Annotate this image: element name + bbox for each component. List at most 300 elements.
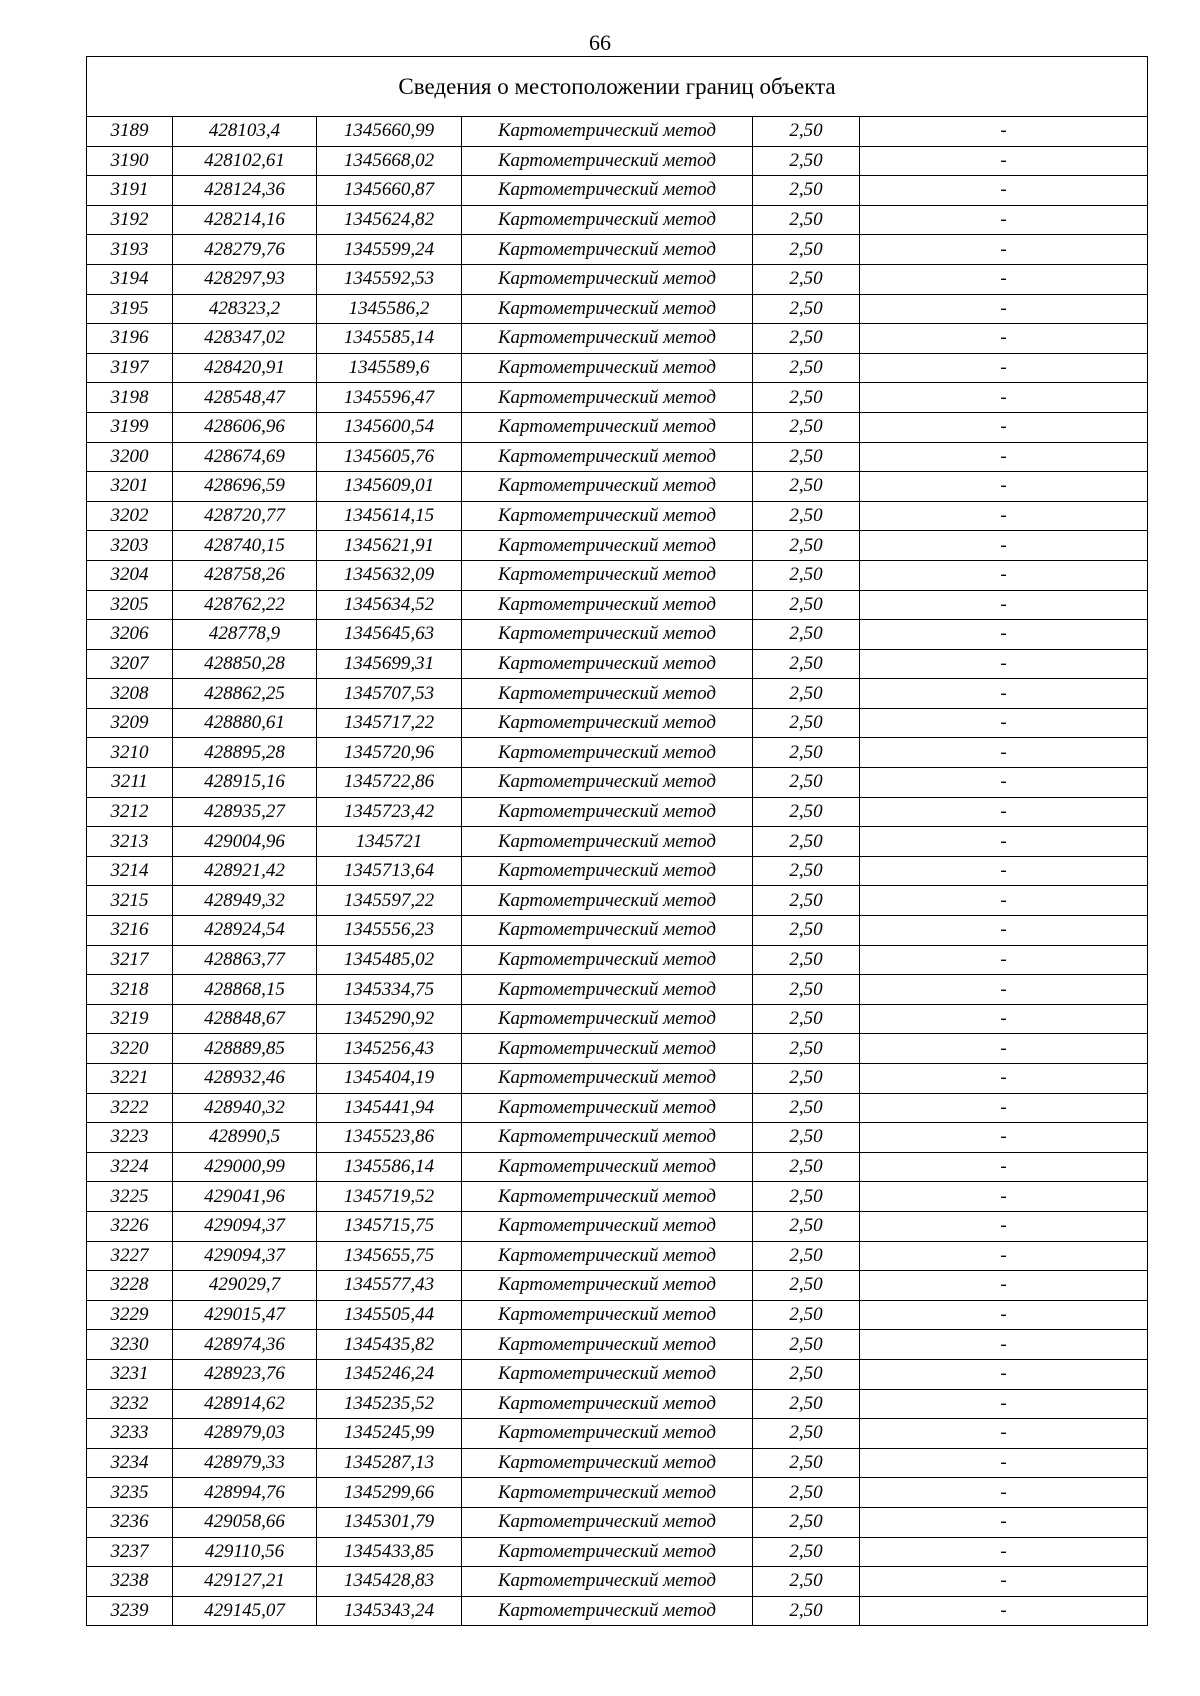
x-coordinate-cell: 428994,76 — [173, 1478, 317, 1508]
method-cell: Картометрический метод — [462, 1419, 753, 1449]
method-cell: Картометрический метод — [462, 620, 753, 650]
accuracy-cell: 2,50 — [753, 975, 860, 1005]
method-cell: Картометрический метод — [462, 146, 753, 176]
y-coordinate-cell: 1345585,14 — [317, 324, 462, 354]
accuracy-cell: 2,50 — [753, 176, 860, 206]
accuracy-cell: 2,50 — [753, 1152, 860, 1182]
accuracy-cell: 2,50 — [753, 590, 860, 620]
accuracy-cell: 2,50 — [753, 916, 860, 946]
x-coordinate-cell: 428674,69 — [173, 442, 317, 472]
y-coordinate-cell: 1345707,53 — [317, 679, 462, 709]
accuracy-cell: 2,50 — [753, 1359, 860, 1389]
x-coordinate-cell: 428347,02 — [173, 324, 317, 354]
y-coordinate-cell: 1345592,53 — [317, 264, 462, 294]
x-coordinate-cell: 428850,28 — [173, 649, 317, 679]
table-row — [87, 501, 1148, 531]
y-coordinate-cell: 1345299,66 — [317, 1478, 462, 1508]
point-number-cell: 3189 — [87, 117, 173, 147]
point-number-cell: 3196 — [87, 324, 173, 354]
accuracy-cell: 2,50 — [753, 442, 860, 472]
y-coordinate-cell: 1345334,75 — [317, 975, 462, 1005]
method-cell: Картометрический метод — [462, 856, 753, 886]
table-row — [87, 1152, 1148, 1182]
y-coordinate-cell: 1345428,83 — [317, 1567, 462, 1597]
point-number-cell: 3198 — [87, 383, 173, 413]
description-cell: - — [860, 708, 1148, 738]
x-coordinate-cell: 429110,56 — [173, 1537, 317, 1567]
method-cell: Картометрический метод — [462, 205, 753, 235]
description-cell: - — [860, 264, 1148, 294]
accuracy-cell: 2,50 — [753, 1271, 860, 1301]
y-coordinate-cell: 1345609,01 — [317, 472, 462, 502]
y-coordinate-cell: 1345256,43 — [317, 1034, 462, 1064]
table-row — [87, 768, 1148, 798]
description-cell: - — [860, 1300, 1148, 1330]
point-number-cell: 3200 — [87, 442, 173, 472]
x-coordinate-cell: 428297,93 — [173, 264, 317, 294]
point-number-cell: 3218 — [87, 975, 173, 1005]
description-cell: - — [860, 324, 1148, 354]
y-coordinate-cell: 1345505,44 — [317, 1300, 462, 1330]
y-coordinate-cell: 1345624,82 — [317, 205, 462, 235]
table-row — [87, 1330, 1148, 1360]
method-cell: Картометрический метод — [462, 235, 753, 265]
description-cell: - — [860, 1241, 1148, 1271]
point-number-cell: 3239 — [87, 1596, 173, 1626]
point-number-cell: 3194 — [87, 264, 173, 294]
method-cell: Картометрический метод — [462, 1004, 753, 1034]
y-coordinate-cell: 1345597,22 — [317, 886, 462, 916]
x-coordinate-cell: 428868,15 — [173, 975, 317, 1005]
y-coordinate-cell: 1345433,85 — [317, 1537, 462, 1567]
y-coordinate-cell: 1345596,47 — [317, 383, 462, 413]
description-cell: - — [860, 383, 1148, 413]
point-number-cell: 3234 — [87, 1448, 173, 1478]
x-coordinate-cell: 429094,37 — [173, 1241, 317, 1271]
method-cell: Картометрический метод — [462, 916, 753, 946]
table-row — [87, 294, 1148, 324]
accuracy-cell: 2,50 — [753, 1596, 860, 1626]
x-coordinate-cell: 428720,77 — [173, 501, 317, 531]
table-row — [87, 205, 1148, 235]
method-cell: Картометрический метод — [462, 1330, 753, 1360]
method-cell: Картометрический метод — [462, 412, 753, 442]
method-cell: Картометрический метод — [462, 472, 753, 502]
accuracy-cell: 2,50 — [753, 945, 860, 975]
table-row — [87, 353, 1148, 383]
description-cell: - — [860, 1271, 1148, 1301]
table-row — [87, 1419, 1148, 1449]
description-cell: - — [860, 353, 1148, 383]
table-row — [87, 1507, 1148, 1537]
method-cell: Картометрический метод — [462, 590, 753, 620]
description-cell: - — [860, 294, 1148, 324]
description-cell: - — [860, 1182, 1148, 1212]
y-coordinate-cell: 1345660,99 — [317, 117, 462, 147]
y-coordinate-cell: 1345599,24 — [317, 235, 462, 265]
table-row — [87, 1064, 1148, 1094]
y-coordinate-cell: 1345660,87 — [317, 176, 462, 206]
point-number-cell: 3217 — [87, 945, 173, 975]
description-cell: - — [860, 442, 1148, 472]
table-body — [87, 117, 1148, 1626]
y-coordinate-cell: 1345699,31 — [317, 649, 462, 679]
table-row — [87, 1567, 1148, 1597]
point-number-cell: 3232 — [87, 1389, 173, 1419]
accuracy-cell: 2,50 — [753, 235, 860, 265]
table-row — [87, 117, 1148, 147]
point-number-cell: 3231 — [87, 1359, 173, 1389]
accuracy-cell: 2,50 — [753, 738, 860, 768]
x-coordinate-cell: 428848,67 — [173, 1004, 317, 1034]
table-row — [87, 442, 1148, 472]
description-cell: - — [860, 1004, 1148, 1034]
point-number-cell: 3235 — [87, 1478, 173, 1508]
table-row — [87, 1300, 1148, 1330]
accuracy-cell: 2,50 — [753, 472, 860, 502]
table-row — [87, 1241, 1148, 1271]
description-cell: - — [860, 1389, 1148, 1419]
point-number-cell: 3191 — [87, 176, 173, 206]
x-coordinate-cell: 428862,25 — [173, 679, 317, 709]
method-cell: Картометрический метод — [462, 797, 753, 827]
method-cell: Картометрический метод — [462, 1596, 753, 1626]
point-number-cell: 3201 — [87, 472, 173, 502]
method-cell: Картометрический метод — [462, 1359, 753, 1389]
x-coordinate-cell: 429029,7 — [173, 1271, 317, 1301]
point-number-cell: 3215 — [87, 886, 173, 916]
table-row — [87, 146, 1148, 176]
method-cell: Картометрический метод — [462, 1064, 753, 1094]
x-coordinate-cell: 428889,85 — [173, 1034, 317, 1064]
point-number-cell: 3190 — [87, 146, 173, 176]
x-coordinate-cell: 428921,42 — [173, 856, 317, 886]
table-row — [87, 916, 1148, 946]
x-coordinate-cell: 429004,96 — [173, 827, 317, 857]
method-cell: Картометрический метод — [462, 1093, 753, 1123]
accuracy-cell: 2,50 — [753, 1034, 860, 1064]
method-cell: Картометрический метод — [462, 294, 753, 324]
description-cell: - — [860, 1596, 1148, 1626]
y-coordinate-cell: 1345301,79 — [317, 1507, 462, 1537]
accuracy-cell: 2,50 — [753, 531, 860, 561]
table-caption-row — [87, 57, 1148, 117]
accuracy-cell: 2,50 — [753, 501, 860, 531]
table-row — [87, 1537, 1148, 1567]
table-row — [87, 531, 1148, 561]
accuracy-cell: 2,50 — [753, 1448, 860, 1478]
x-coordinate-cell: 428323,2 — [173, 294, 317, 324]
y-coordinate-cell: 1345441,94 — [317, 1093, 462, 1123]
y-coordinate-cell: 1345634,52 — [317, 590, 462, 620]
table-row — [87, 1034, 1148, 1064]
y-coordinate-cell: 1345621,91 — [317, 531, 462, 561]
y-coordinate-cell: 1345343,24 — [317, 1596, 462, 1626]
x-coordinate-cell: 428740,15 — [173, 531, 317, 561]
description-cell: - — [860, 1359, 1148, 1389]
accuracy-cell: 2,50 — [753, 856, 860, 886]
accuracy-cell: 2,50 — [753, 1211, 860, 1241]
accuracy-cell: 2,50 — [753, 1507, 860, 1537]
x-coordinate-cell: 428932,46 — [173, 1064, 317, 1094]
point-number-cell: 3216 — [87, 916, 173, 946]
method-cell: Картометрический метод — [462, 1271, 753, 1301]
accuracy-cell: 2,50 — [753, 412, 860, 442]
description-cell: - — [860, 590, 1148, 620]
y-coordinate-cell: 1345713,64 — [317, 856, 462, 886]
accuracy-cell: 2,50 — [753, 264, 860, 294]
table-row — [87, 975, 1148, 1005]
method-cell: Картометрический метод — [462, 501, 753, 531]
method-cell: Картометрический метод — [462, 768, 753, 798]
method-cell: Картометрический метод — [462, 1567, 753, 1597]
method-cell: Картометрический метод — [462, 1182, 753, 1212]
y-coordinate-cell: 1345577,43 — [317, 1271, 462, 1301]
point-number-cell: 3206 — [87, 620, 173, 650]
table-row — [87, 797, 1148, 827]
x-coordinate-cell: 428979,33 — [173, 1448, 317, 1478]
y-coordinate-cell: 1345523,86 — [317, 1123, 462, 1153]
y-coordinate-cell: 1345290,92 — [317, 1004, 462, 1034]
x-coordinate-cell: 428940,32 — [173, 1093, 317, 1123]
y-coordinate-cell: 1345600,54 — [317, 412, 462, 442]
x-coordinate-cell: 428990,5 — [173, 1123, 317, 1153]
description-cell: - — [860, 1567, 1148, 1597]
method-cell: Картометрический метод — [462, 264, 753, 294]
table-row — [87, 590, 1148, 620]
y-coordinate-cell: 1345556,23 — [317, 916, 462, 946]
accuracy-cell: 2,50 — [753, 205, 860, 235]
point-number-cell: 3205 — [87, 590, 173, 620]
x-coordinate-cell: 428103,4 — [173, 117, 317, 147]
table-row — [87, 945, 1148, 975]
point-number-cell: 3237 — [87, 1537, 173, 1567]
description-cell: - — [860, 412, 1148, 442]
description-cell: - — [860, 531, 1148, 561]
method-cell: Картометрический метод — [462, 353, 753, 383]
method-cell: Картометрический метод — [462, 1123, 753, 1153]
accuracy-cell: 2,50 — [753, 1567, 860, 1597]
description-cell: - — [860, 1537, 1148, 1567]
method-cell: Картометрический метод — [462, 1389, 753, 1419]
point-number-cell: 3199 — [87, 412, 173, 442]
x-coordinate-cell: 429041,96 — [173, 1182, 317, 1212]
y-coordinate-cell: 1345720,96 — [317, 738, 462, 768]
y-coordinate-cell: 1345721 — [317, 827, 462, 857]
accuracy-cell: 2,50 — [753, 146, 860, 176]
method-cell: Картометрический метод — [462, 975, 753, 1005]
y-coordinate-cell: 1345719,52 — [317, 1182, 462, 1212]
method-cell: Картометрический метод — [462, 442, 753, 472]
description-cell: - — [860, 1507, 1148, 1537]
table-row — [87, 560, 1148, 590]
table-row — [87, 1271, 1148, 1301]
x-coordinate-cell: 429015,47 — [173, 1300, 317, 1330]
table-row — [87, 827, 1148, 857]
table-row — [87, 1123, 1148, 1153]
point-number-cell: 3207 — [87, 649, 173, 679]
accuracy-cell: 2,50 — [753, 117, 860, 147]
table-row — [87, 264, 1148, 294]
table-row — [87, 1359, 1148, 1389]
table-row — [87, 620, 1148, 650]
x-coordinate-cell: 429000,99 — [173, 1152, 317, 1182]
accuracy-cell: 2,50 — [753, 827, 860, 857]
description-cell: - — [860, 1419, 1148, 1449]
y-coordinate-cell: 1345586,14 — [317, 1152, 462, 1182]
description-cell: - — [860, 1478, 1148, 1508]
x-coordinate-cell: 428606,96 — [173, 412, 317, 442]
table-row — [87, 1596, 1148, 1626]
y-coordinate-cell: 1345645,63 — [317, 620, 462, 650]
description-cell: - — [860, 856, 1148, 886]
accuracy-cell: 2,50 — [753, 1537, 860, 1567]
description-cell: - — [860, 975, 1148, 1005]
point-number-cell: 3228 — [87, 1271, 173, 1301]
table-row — [87, 1389, 1148, 1419]
point-number-cell: 3203 — [87, 531, 173, 561]
description-cell: - — [860, 501, 1148, 531]
x-coordinate-cell: 428279,76 — [173, 235, 317, 265]
accuracy-cell: 2,50 — [753, 797, 860, 827]
description-cell: - — [860, 679, 1148, 709]
point-number-cell: 3208 — [87, 679, 173, 709]
x-coordinate-cell: 428758,26 — [173, 560, 317, 590]
x-coordinate-cell: 428778,9 — [173, 620, 317, 650]
point-number-cell: 3212 — [87, 797, 173, 827]
accuracy-cell: 2,50 — [753, 560, 860, 590]
point-number-cell: 3204 — [87, 560, 173, 590]
y-coordinate-cell: 1345632,09 — [317, 560, 462, 590]
table-row — [87, 176, 1148, 206]
y-coordinate-cell: 1345722,86 — [317, 768, 462, 798]
table-row — [87, 1478, 1148, 1508]
y-coordinate-cell: 1345485,02 — [317, 945, 462, 975]
boundary-coordinates-table — [86, 56, 1148, 1626]
point-number-cell: 3195 — [87, 294, 173, 324]
table-row — [87, 1182, 1148, 1212]
table-row — [87, 649, 1148, 679]
x-coordinate-cell: 429145,07 — [173, 1596, 317, 1626]
y-coordinate-cell: 1345246,24 — [317, 1359, 462, 1389]
table-row — [87, 1448, 1148, 1478]
description-cell: - — [860, 945, 1148, 975]
table-row — [87, 383, 1148, 413]
description-cell: - — [860, 916, 1148, 946]
method-cell: Картометрический метод — [462, 1448, 753, 1478]
description-cell: - — [860, 472, 1148, 502]
description-cell: - — [860, 146, 1148, 176]
point-number-cell: 3230 — [87, 1330, 173, 1360]
accuracy-cell: 2,50 — [753, 649, 860, 679]
x-coordinate-cell: 428895,28 — [173, 738, 317, 768]
point-number-cell: 3210 — [87, 738, 173, 768]
table-row — [87, 886, 1148, 916]
point-number-cell: 3213 — [87, 827, 173, 857]
accuracy-cell: 2,50 — [753, 383, 860, 413]
accuracy-cell: 2,50 — [753, 1182, 860, 1212]
description-cell: - — [860, 768, 1148, 798]
description-cell: - — [860, 1064, 1148, 1094]
method-cell: Картометрический метод — [462, 1507, 753, 1537]
x-coordinate-cell: 428935,27 — [173, 797, 317, 827]
method-cell: Картометрический метод — [462, 945, 753, 975]
description-cell: - — [860, 1093, 1148, 1123]
description-cell: - — [860, 1034, 1148, 1064]
description-cell: - — [860, 1330, 1148, 1360]
table-row — [87, 235, 1148, 265]
point-number-cell: 3220 — [87, 1034, 173, 1064]
x-coordinate-cell: 428863,77 — [173, 945, 317, 975]
point-number-cell: 3209 — [87, 708, 173, 738]
point-number-cell: 3233 — [87, 1419, 173, 1449]
accuracy-cell: 2,50 — [753, 353, 860, 383]
description-cell: - — [860, 649, 1148, 679]
x-coordinate-cell: 428214,16 — [173, 205, 317, 235]
x-coordinate-cell: 428923,76 — [173, 1359, 317, 1389]
accuracy-cell: 2,50 — [753, 679, 860, 709]
y-coordinate-cell: 1345287,13 — [317, 1448, 462, 1478]
accuracy-cell: 2,50 — [753, 1419, 860, 1449]
description-cell: - — [860, 797, 1148, 827]
y-coordinate-cell: 1345668,02 — [317, 146, 462, 176]
x-coordinate-cell: 428974,36 — [173, 1330, 317, 1360]
x-coordinate-cell: 428762,22 — [173, 590, 317, 620]
description-cell: - — [860, 205, 1148, 235]
description-cell: - — [860, 620, 1148, 650]
y-coordinate-cell: 1345589,6 — [317, 353, 462, 383]
accuracy-cell: 2,50 — [753, 768, 860, 798]
y-coordinate-cell: 1345715,75 — [317, 1211, 462, 1241]
point-number-cell: 3224 — [87, 1152, 173, 1182]
y-coordinate-cell: 1345586,2 — [317, 294, 462, 324]
x-coordinate-cell: 428548,47 — [173, 383, 317, 413]
x-coordinate-cell: 428124,36 — [173, 176, 317, 206]
y-coordinate-cell: 1345723,42 — [317, 797, 462, 827]
table-row — [87, 738, 1148, 768]
y-coordinate-cell: 1345655,75 — [317, 1241, 462, 1271]
y-coordinate-cell: 1345435,82 — [317, 1330, 462, 1360]
x-coordinate-cell: 428880,61 — [173, 708, 317, 738]
method-cell: Картометрический метод — [462, 560, 753, 590]
method-cell: Картометрический метод — [462, 1034, 753, 1064]
accuracy-cell: 2,50 — [753, 708, 860, 738]
method-cell: Картометрический метод — [462, 117, 753, 147]
x-coordinate-cell: 429094,37 — [173, 1211, 317, 1241]
x-coordinate-cell: 428915,16 — [173, 768, 317, 798]
point-number-cell: 3236 — [87, 1507, 173, 1537]
table-row — [87, 708, 1148, 738]
table-row — [87, 1093, 1148, 1123]
method-cell: Картометрический метод — [462, 1300, 753, 1330]
y-coordinate-cell: 1345404,19 — [317, 1064, 462, 1094]
method-cell: Картометрический метод — [462, 827, 753, 857]
method-cell: Картометрический метод — [462, 1478, 753, 1508]
description-cell: - — [860, 1211, 1148, 1241]
table-row — [87, 1211, 1148, 1241]
description-cell: - — [860, 117, 1148, 147]
x-coordinate-cell: 429058,66 — [173, 1507, 317, 1537]
table-row — [87, 1004, 1148, 1034]
x-coordinate-cell: 428102,61 — [173, 146, 317, 176]
method-cell: Картометрический метод — [462, 1211, 753, 1241]
page-number: 66 — [589, 30, 611, 55]
x-coordinate-cell: 428924,54 — [173, 916, 317, 946]
accuracy-cell: 2,50 — [753, 886, 860, 916]
method-cell: Картометрический метод — [462, 383, 753, 413]
description-cell: - — [860, 1152, 1148, 1182]
point-number-cell: 3214 — [87, 856, 173, 886]
